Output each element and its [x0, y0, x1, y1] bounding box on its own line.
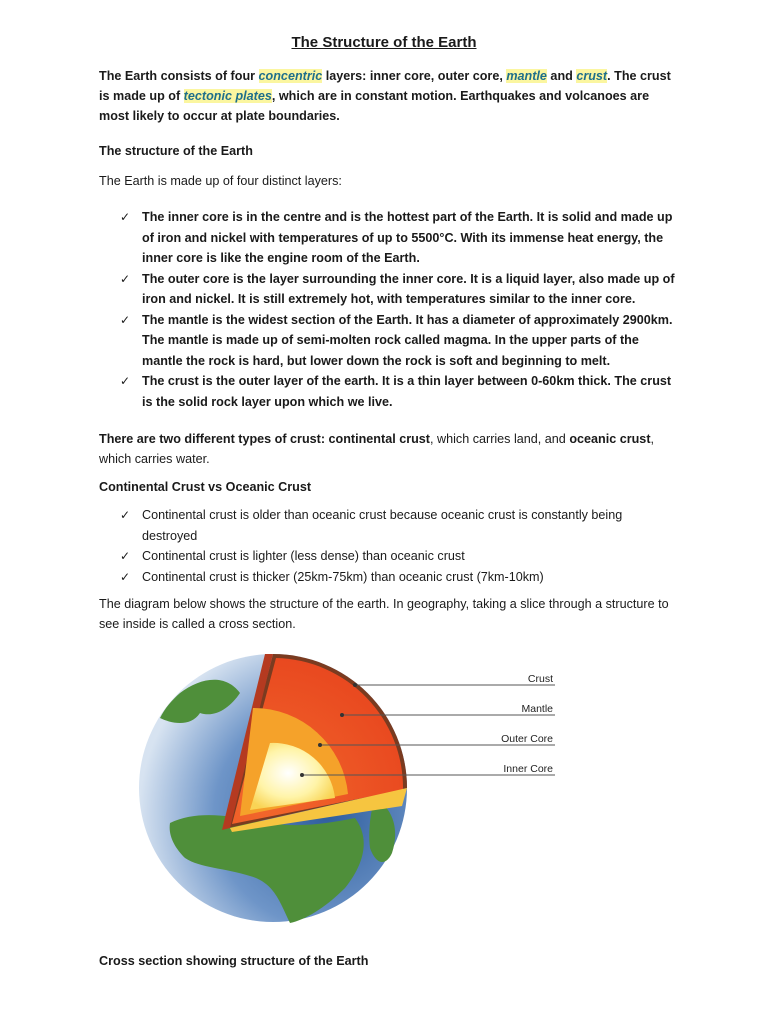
- label-outer-core: Outer Core: [501, 733, 553, 745]
- diagram-intro: The diagram below shows the structure of the earth. In geography, taking a slice through a structure to see inside is called a cross section.: [99, 597, 669, 631]
- term-continental-crust: continental crust: [328, 432, 430, 446]
- compare-list: [99, 505, 679, 587]
- check-icon: ✓: [120, 549, 131, 563]
- earth-cross-section-diagram: [130, 648, 570, 933]
- intro-text: . The crust is made up of: [99, 69, 671, 103]
- list-item-text: The crust is the outer layer of the earth. It is a thin layer between 0-60km thick. The crust is the solid rock layer upon which we live.: [142, 374, 672, 409]
- highlight-concentric: concentric: [258, 69, 323, 83]
- list-item: [99, 269, 679, 310]
- list-item-text: The mantle is the widest section of the Earth. It has a diameter of approximately 2900km. The mantle is made up of semi-molten rock called magma. In the upper parts of the mantle the rock is hard, but lower down the rock is soft and beginning to melt.: [142, 312, 673, 368]
- highlight-mantle: mantle: [506, 69, 547, 83]
- crust-types-paragraph: [99, 429, 679, 469]
- highlight-crust: crust: [576, 69, 608, 83]
- lead-text: The Earth is made up of four distinct layers:: [99, 174, 342, 188]
- page-title: The Structure of the Earth: [291, 34, 477, 51]
- list-item: [99, 567, 679, 588]
- highlight-tectonic-plates: tectonic plates: [183, 89, 272, 103]
- diagram-caption: Cross section showing structure of the Earth: [99, 954, 369, 968]
- check-icon: ✓: [120, 569, 131, 584]
- leader-dot: [353, 683, 357, 687]
- list-item: [99, 505, 679, 546]
- list-item: [99, 371, 679, 412]
- layers-list: [99, 207, 679, 412]
- list-item: [99, 207, 679, 269]
- list-item-text: The inner core is in the centre and is the hottest part of the Earth. It is solid and made up of iron and nickel with temperatures of up to 5500°C. With its immense heat energy, the inner core is like the engine room of the Earth.: [142, 210, 673, 265]
- check-icon: ✓: [120, 271, 131, 286]
- check-icon: ✓: [120, 508, 131, 522]
- leader-dot: [318, 743, 322, 747]
- intro-paragraph: [99, 66, 679, 126]
- label-inner-core: Inner Core: [503, 763, 553, 775]
- list-item-text: The outer core is the layer surrounding the inner core. It is a liquid layer, also made up of iron and nickel. It is still extremely hot, with temperatures similar to the inner core.: [142, 271, 675, 306]
- list-item: [99, 546, 679, 567]
- intro-text: and: [546, 69, 577, 83]
- check-icon: ✓: [120, 312, 131, 327]
- intro-text: layers: inner core, outer core,: [322, 69, 507, 83]
- term-oceanic-crust: oceanic crust: [569, 432, 651, 446]
- label-crust: Crust: [527, 673, 553, 685]
- list-item-text: Continental crust is older than oceanic crust because oceanic crust is constantly being destroyed: [142, 508, 623, 543]
- section-heading: The structure of the Earth: [99, 144, 253, 158]
- check-icon: ✓: [120, 210, 131, 224]
- leader-dot: [340, 713, 344, 717]
- paragraph-text: , which carries water.: [99, 432, 655, 466]
- list-item: [99, 310, 679, 372]
- label-mantle: Mantle: [521, 703, 553, 715]
- intro-text: The Earth consists of four: [99, 69, 259, 83]
- paragraph-text: , which carries land, and: [430, 432, 570, 446]
- paragraph-text: There are two different types of crust:: [99, 432, 329, 446]
- section-heading: Continental Crust vs Oceanic Crust: [99, 480, 312, 494]
- check-icon: ✓: [120, 374, 131, 388]
- intro-text: , which are in constant motion. Earthquakes and volcanoes are most likely to occur at plate boundaries.: [99, 89, 650, 123]
- list-item-text: Continental crust is lighter (less dense) than oceanic crust: [142, 549, 465, 563]
- leader-dot: [300, 773, 304, 777]
- list-item-text: Continental crust is thicker (25km-75km) than oceanic crust (7km-10km): [142, 569, 544, 584]
